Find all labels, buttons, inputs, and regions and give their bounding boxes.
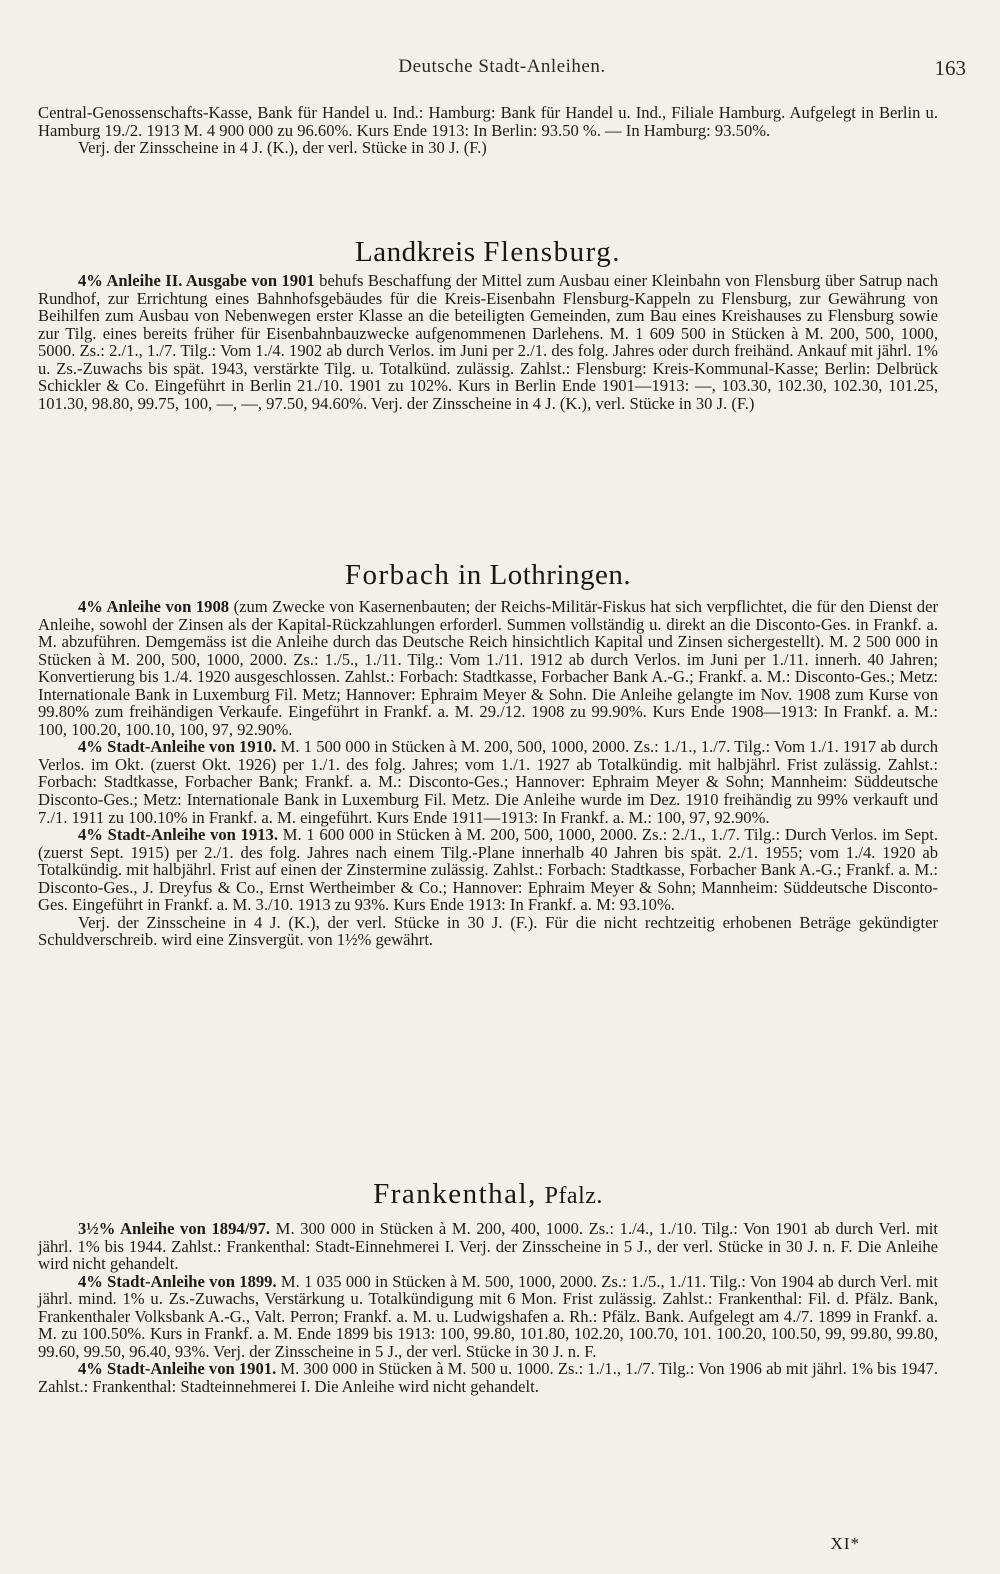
continuation-block — [38, 104, 938, 157]
section-title-forbach — [38, 559, 938, 592]
entry-paragraph — [38, 1220, 938, 1273]
entry-head: 4% Stadt-Anleihe von 1901. — [78, 1359, 277, 1379]
section-title-accent: Pfalz. — [544, 1183, 603, 1209]
entry-head: 4% Anleihe von 1908 — [78, 597, 230, 616]
entry-paragraph — [38, 598, 938, 738]
section-body-frankenthal — [38, 1220, 938, 1395]
entry-head: 4% Stadt-Anleihe von 1913. — [78, 825, 278, 845]
section-title-main: Forbach — [344, 559, 451, 591]
continuation-verj-paragraph: Verj. der Zinsscheine in 4 J. (K.), der verl. Stücke in 30 J. (F.) — [78, 138, 487, 158]
entry-head: 4% Stadt-Anleihe von 1910. — [78, 737, 277, 757]
entry-body: M. 1 600 000 in Stücken à M. 200, 500, 1000, 2000. Zs.: 2./1., 1./7. Tilg.: Durch Verlos. im Sept. (zuerst Sept. 1915) per 2./1. des folg. Jahres nach einem Tilg.-Plane innerhalb 40 Jahren bis spät. 2./1. 1955; vom 1./4. 1920 ab Totalkündig. mit halbjährl. Frist auf einen der Zinstermine zulässig. Zahlst.: Forbach: Stadtkasse, Forbacher Bank A.-G.; Frankf. a. M.: Disconto-Ges., J. Dreyfus & Co., Ernst Wertheimber & Co.; Hannover: Ephraim Meyer & Sohn; Mannheim: Süddeutsche Disconto-Ges. Eingeführt in Frankf. a. M. 3./10. 1913 zu 93%. Kurs Ende 1913: In Frankf. a. M: 93.10%. — [38, 825, 938, 915]
entry-body: M. 300 000 in Stücken à M. 200, 400, 1000. Zs.: 1./4., 1./10. Tilg.: Von 1901 ab durch Verl. mit jährl. 1% bis 1944. Zahlst.: Frankenthal: Stadt-Einnehmerei I. Verj. der Zinsscheine in 5 J., der verl. Stücke in 30 J. n. F. Die Anleihe wird nicht gehandelt. — [38, 1219, 939, 1274]
signature-mark: XI* — [830, 1534, 860, 1553]
entry-paragraph — [38, 914, 938, 949]
entry-body: behufs Beschaffung der Mittel zum Ausbau einer Kleinbahn von Flensburg über Satrup nach Rundhof, zur Errichtung eines Bahnhofsgebäudes für die Kreis-Eisenbahn Flensburg-Kappeln zu Flensburg, zur Gewährung von Beihilfen zum Ausbau von Nebenwegen erster Klasse an die beteiligten Gemeinden, zum Bau eines Kreishauses zu Flensburg sowie zur Tilg. eines bereits früher für Eisenbahnbauzwecke aufgenommenen Darlehens. M. 1 609 500 in Stücken à M. 200, 500, 1000, 5000. Zs.: 2./1., 1./7. Tilg.: Vom 1./4. 1902 ab durch Verlos. im Juni per 2./1. des folg. Jahres oder durch freihänd. Ankauf mit jährl. 1% u. Zs.-Zuwachs bis spät. 1943, verstärkte Tilg. u. Totalkünd. zulässig. Zahlst.: Flensburg: Kreis-Kommunal-Kasse; Berlin: Delbrück Schickler & Co. Eingeführt in Berlin 21./10. 1901 zu 102%. Kurs in Berlin Ende 1901—1913: —, 103.30, 102.30, 102.30, 101.25, 101.30, 98.80, 99.75, 100, —, —, 97.50, 94.60%. Verj. der Zinsscheine in 4 J. (K.), verl. Stücke in 30 J. (F.) — [38, 271, 938, 413]
section-title-accent: Flensburg. — [483, 236, 621, 268]
entry-paragraph — [38, 738, 938, 826]
entry-body: M. 1 500 000 in Stücken à M. 200, 500, 1000, 2000. Zs.: 1./1., 1./7. Tilg.: Vom 1./1. 1917 ab durch Verlos. im Okt. (zuerst Okt. 1926) per 1./1. des folg. Jahres; vom 1./1. 1927 ab Totalkündig. mit halbjährl. Frist zulässig. Zahlst.: Forbach: Stadtkasse, Forbacher Bank; Frankf. a. M.: Disconto-Ges.; Hannover: Ephraim Meyer & Sohn; Mannheim: Süddeutsche Disconto-Ges.; Metz: Internationale Bank in Luxemburg Fil. Metz. Die Anleihe wurde im Dez. 1910 freihändig zu 99% verkauft und 7./1. 1911 zu 100.10% in Frankf. a. M. eingeführt. Kurs Ende 1911—1913: In Frankf. a. M.: 100, 97, 92.90%. — [38, 737, 938, 827]
entry-paragraph — [38, 1273, 938, 1361]
entry-head: 4% Stadt-Anleihe von 1899. — [78, 1271, 277, 1291]
entry-body: Verj. der Zinsscheine in 4 J. (K.), der verl. Stücke in 30 J. (F.). Für die nicht rechtzeitig erhobenen Beträge gekündigter Schuldverschreib. wird eine Zinsvergüt. von 1½% gewährt. — [38, 912, 938, 950]
entry-body: M. 300 000 in Stücken à M. 500 u. 1000. Zs.: 1./1., 1./7. Tilg.: Von 1906 ab mit jährl. 1% bis 1947. Zahlst.: Frankenthal: Stadteinnehmerei I. Die Anleihe wird nicht gehandelt. — [38, 1359, 938, 1396]
entry-head: 4% Anleihe II. Ausgabe von 1901 — [78, 271, 315, 290]
running-header — [38, 56, 966, 86]
entry-paragraph — [38, 826, 938, 914]
entry-paragraph — [38, 1360, 938, 1395]
section-title-main: Landkreis — [355, 236, 476, 268]
section-title-flensburg — [38, 236, 938, 269]
continuation-paragraph: Central-Genossenschafts-Kasse, Bank für Handel u. Ind.: Hamburg: Bank für Handel u. Ind., Filiale Hamburg. Aufgelegt in Berlin u. Hamburg 19./2. 1913 M. 4 900 000 zu 96.60%. Kurs Ende 1913: In Berlin: 93.50 %. — In Hamburg: 93.50%. — [38, 103, 938, 140]
entry-body: (zum Zwecke von Kasernenbauten; der Reichs-Militär-Fiskus hat sich verpflichtet, die für den Dienst der Anleihe, sowohl der Zinsen als der Kapital-Rückzahlungen erforderl. Summen vollständig u. direkt an die Disconto-Ges. in Frankf. a. M. abzuführen. Demgemäss ist die Anleihe durch das Deutsche Reich hinsichtlich Kapital und Zinsen sichergestellt). M. 2 500 000 in Stücken à M. 200, 500, 1000, 2000. Zs.: 1./5., 1./11. Tilg.: Vom 1./11. 1912 ab durch Verlos. im Juni per 1./11. innerh. 40 Jahren; Konvertierung bis 1./4. 1920 ausgeschlossen. Zahlst.: Forbach: Stadtkasse, Forbacher Bank A.-G.; Frankf. a. M.: Disconto-Ges.; Metz: Internationale Bank in Luxemburg Fil. Metz; Hannover: Ephraim Meyer & Sohn. Die Anleihe gelangte im Nov. 1908 zum Kurse von 99.80% zum freihändigen Verkaufe. Eingeführt in Frankf. a. M. 29./12. 1908 zu 99.90%. Kurs Ende 1908—1913: In Frankf. a. M.: 100, 100.20, 100.10, 100, 97, 92.90%. — [38, 597, 938, 739]
section-title-accent: in Lothringen. — [458, 559, 632, 591]
section-title-main: Frankenthal, — [373, 1178, 537, 1210]
section-body-flensburg — [38, 272, 938, 412]
section-title-frankenthal — [38, 1178, 938, 1211]
entry-head: 3½% Anleihe von 1894/97. — [78, 1219, 271, 1238]
entry-body: M. 1 035 000 in Stücken à M. 500, 1000, 2000. Zs.: 1./5., 1./11. Tilg.: Von 1904 ab durch Verl. mit jährl. mind. 1% u. Zs.-Zuwachs, Verstärkung u. Totalkündigung mit 6 Mon. Frist zulässig. Zahlst.: Frankenthal: Fil. d. Pfälz. Bank, Frankenthaler Volksbank A.-G., Valt. Perron; Frankf. a. M. u. Ludwigshafen a. Rh.: Pfälz. Bank. Aufgelegt am 4./7. 1899 in Frankf. a. M. zu 100.50%. Kurs in Frankf. a. M. Ende 1899 bis 1913: 100, 99.80, 101.80, 102.20, 100.70, 101. 100.20, 100.50, 99, 99.80, 99.80, 99.60, 99.50, 96.40, 93%. Verj. der Zinsscheine in 5 J., der verl. Stücke in 30 J. n. F. — [38, 1271, 939, 1361]
entry-paragraph — [38, 272, 938, 412]
section-body-forbach — [38, 598, 938, 949]
page-number: 163 — [934, 56, 966, 80]
running-title: Deutsche Stadt-Anleihen. — [398, 56, 606, 77]
